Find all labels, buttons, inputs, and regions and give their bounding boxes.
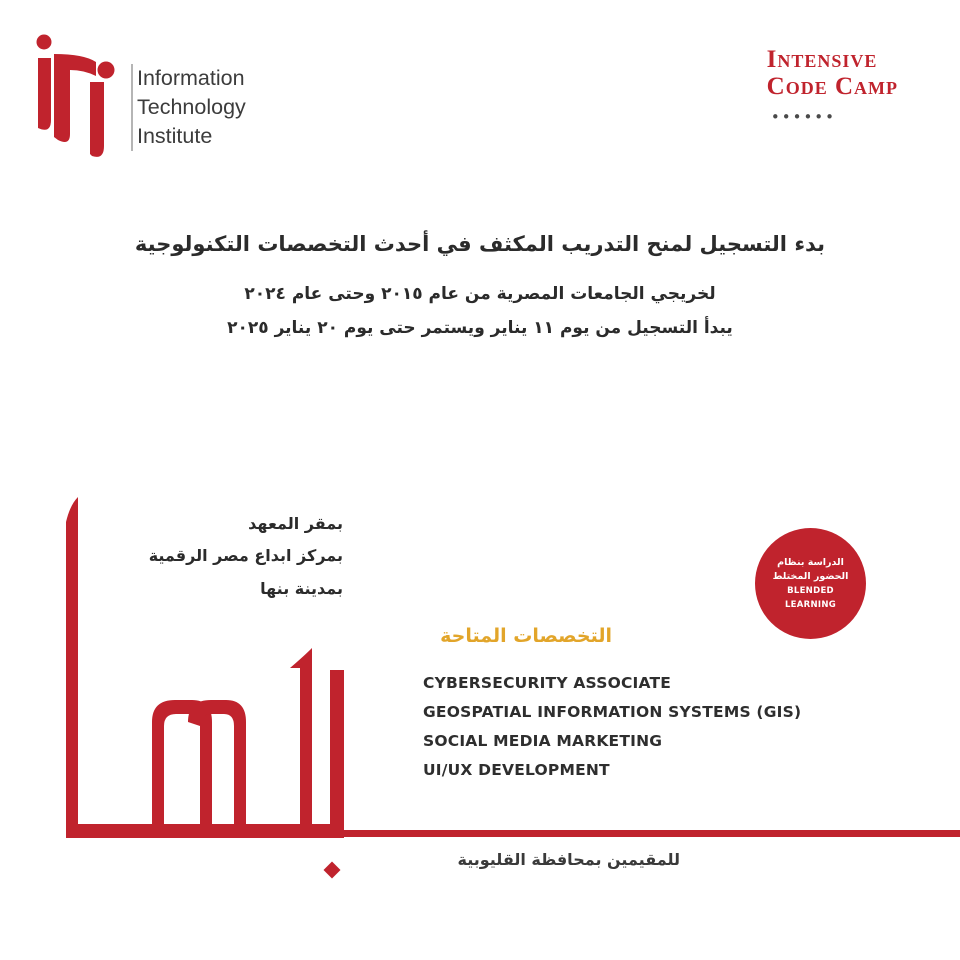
- track-item: SOCIAL MEDIA MARKETING: [423, 732, 663, 750]
- track-item: CYBERSECURITY ASSOCIATE: [423, 674, 672, 692]
- badge-english-line: LEARNING: [784, 599, 837, 610]
- tracks-title: التخصصات المتاحة: [440, 625, 612, 647]
- program-title-line-2: Code Camp: [766, 73, 898, 100]
- location-line-1: بمقر المعهد: [248, 514, 343, 533]
- headline-eligibility: لخريجي الجامعات المصرية من عام ٢٠١٥ وحتى عام ٢٠٢٤: [244, 284, 716, 304]
- institute-name-line: Institute: [137, 124, 213, 148]
- residents-note: للمقيمين بمحافظة القليوبية: [457, 850, 680, 869]
- blended-learning-badge: [755, 528, 866, 639]
- program-title-line-1: Intensive: [766, 46, 878, 73]
- track-item: GEOSPATIAL INFORMATION SYSTEMS (GIS): [423, 703, 802, 721]
- red-divider-line: [344, 830, 960, 837]
- headline-registration-dates: يبدأ التسجيل من يوم ١١ يناير ويستمر حتى يوم ٢٠ يناير ٢٠٢٥: [227, 318, 733, 338]
- headline-title: بدء التسجيل لمنح التدريب المكثف في أحدث التخصصات التكنولوجية: [134, 232, 826, 256]
- calligraphy-stroke: [290, 648, 312, 826]
- institute-name-line: Information: [137, 66, 245, 90]
- decorative-dots: ••••••: [770, 108, 836, 126]
- calligraphy-stroke: [152, 700, 212, 826]
- location-line-2: بمركز ابداع مصر الرقمية: [148, 546, 343, 565]
- track-item: UI/UX DEVELOPMENT: [423, 761, 610, 779]
- badge-arabic-line: الحضور المختلط: [772, 570, 849, 582]
- calligraphy-stroke: [188, 700, 246, 826]
- calligraphy-stroke: [330, 670, 344, 838]
- location-line-3: بمدينة بنها: [260, 579, 343, 598]
- calligraphy-stroke: [66, 497, 78, 836]
- calligraphy-dot: [324, 862, 341, 879]
- institute-name-line: Technology: [137, 95, 246, 119]
- badge-english-line: BLENDED: [787, 585, 834, 596]
- badge-arabic-line: الدراسة بنظام: [777, 556, 844, 568]
- calligraphy-baseline: [66, 824, 344, 838]
